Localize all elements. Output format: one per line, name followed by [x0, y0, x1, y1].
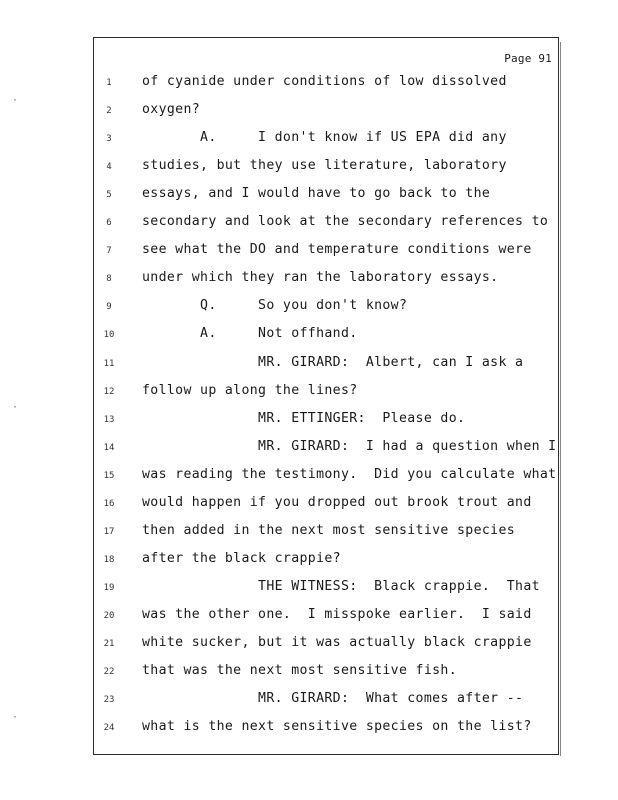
transcript-page [93, 37, 559, 755]
transcript-line [94, 551, 558, 571]
line-number: 23 [103, 695, 115, 706]
line-number: 2 [106, 106, 112, 117]
transcript-line [94, 439, 558, 459]
line-text: secondary and look at the secondary references to [142, 214, 549, 230]
line-text: MR. ETTINGER: Please do. [142, 410, 466, 426]
line-text: under which they ran the laboratory essays. [142, 270, 499, 286]
margin-mark: · [12, 712, 19, 723]
line-number: 11 [103, 358, 115, 369]
line-number: 3 [106, 134, 112, 145]
transcript-line [94, 326, 558, 346]
line-number: 7 [106, 246, 112, 257]
line-text: follow up along the lines? [142, 382, 358, 398]
line-text: that was the next most sensitive fish. [142, 663, 458, 679]
line-number: 15 [103, 470, 115, 481]
line-number: 24 [103, 723, 115, 734]
line-text: MR. GIRARD: What comes after -- [142, 691, 524, 707]
line-number: 10 [103, 330, 115, 341]
line-number: 17 [103, 526, 115, 537]
transcript-line [94, 411, 558, 431]
transcript-line [94, 523, 558, 543]
line-text: what is the next sensitive species on the list? [142, 719, 532, 735]
transcript-line [94, 130, 558, 150]
line-text: then added in the next most sensitive species [142, 522, 516, 538]
transcript-line [94, 635, 558, 655]
line-number: 12 [103, 386, 115, 397]
line-number: 19 [103, 582, 115, 593]
line-number: 8 [106, 274, 112, 285]
margin-mark: · [12, 95, 19, 106]
line-number: 9 [106, 302, 112, 313]
transcript-line [94, 495, 558, 515]
line-number: 4 [106, 162, 112, 173]
line-number: 22 [103, 667, 115, 678]
line-number: 21 [103, 639, 115, 649]
transcript-line [94, 607, 558, 627]
line-text: MR. GIRARD: I had a question when I [142, 438, 557, 454]
transcript-line [94, 579, 558, 599]
transcript-line [94, 214, 558, 234]
transcript-line [94, 270, 558, 290]
line-text: white sucker, but it was actually black crappie [142, 635, 532, 650]
line-number: 20 [103, 610, 115, 621]
transcript-line [94, 691, 558, 711]
line-number: 18 [103, 554, 115, 565]
line-text: A. I don't know if US EPA did any [142, 130, 507, 146]
line-text: was the other one. I misspoke earlier. I said [142, 606, 532, 622]
line-number: 16 [103, 498, 115, 509]
line-text: A. Not offhand. [142, 326, 358, 342]
transcript-line [94, 74, 558, 94]
transcript-line [94, 242, 558, 262]
transcript-line [94, 355, 558, 375]
transcript-line [94, 663, 558, 683]
line-text: THE WITNESS: Black crappie. That [142, 578, 540, 594]
line-number: 5 [106, 190, 112, 201]
line-number: 6 [106, 218, 112, 229]
line-text: essays, and I would have to go back to the [142, 186, 491, 202]
page-number: Page 91 [504, 52, 552, 65]
transcript-line [94, 186, 558, 206]
transcript-line [94, 719, 558, 739]
transcript-line [94, 467, 558, 487]
line-text: Q. So you don't know? [142, 298, 408, 314]
line-text: of cyanide under conditions of low dissolved [142, 74, 507, 89]
line-text: studies, but they use literature, laboratory [142, 158, 507, 174]
transcript-line [94, 383, 558, 403]
transcript-line [94, 102, 558, 122]
margin-mark: · [12, 402, 19, 413]
line-text: would happen if you dropped out brook trout and [142, 494, 532, 510]
line-number: 14 [103, 442, 115, 453]
line-number: 13 [103, 414, 115, 425]
line-text: MR. GIRARD: Albert, can I ask a [142, 354, 524, 370]
line-text: after the black crappie? [142, 550, 341, 566]
line-text: oxygen? [142, 102, 201, 118]
line-text: was reading the testimony. Did you calculate what [142, 466, 557, 482]
line-text: see what the DO and temperature conditions were [142, 242, 532, 258]
transcript-line [94, 158, 558, 178]
line-number: 1 [106, 78, 112, 88]
transcript-line [94, 298, 558, 318]
